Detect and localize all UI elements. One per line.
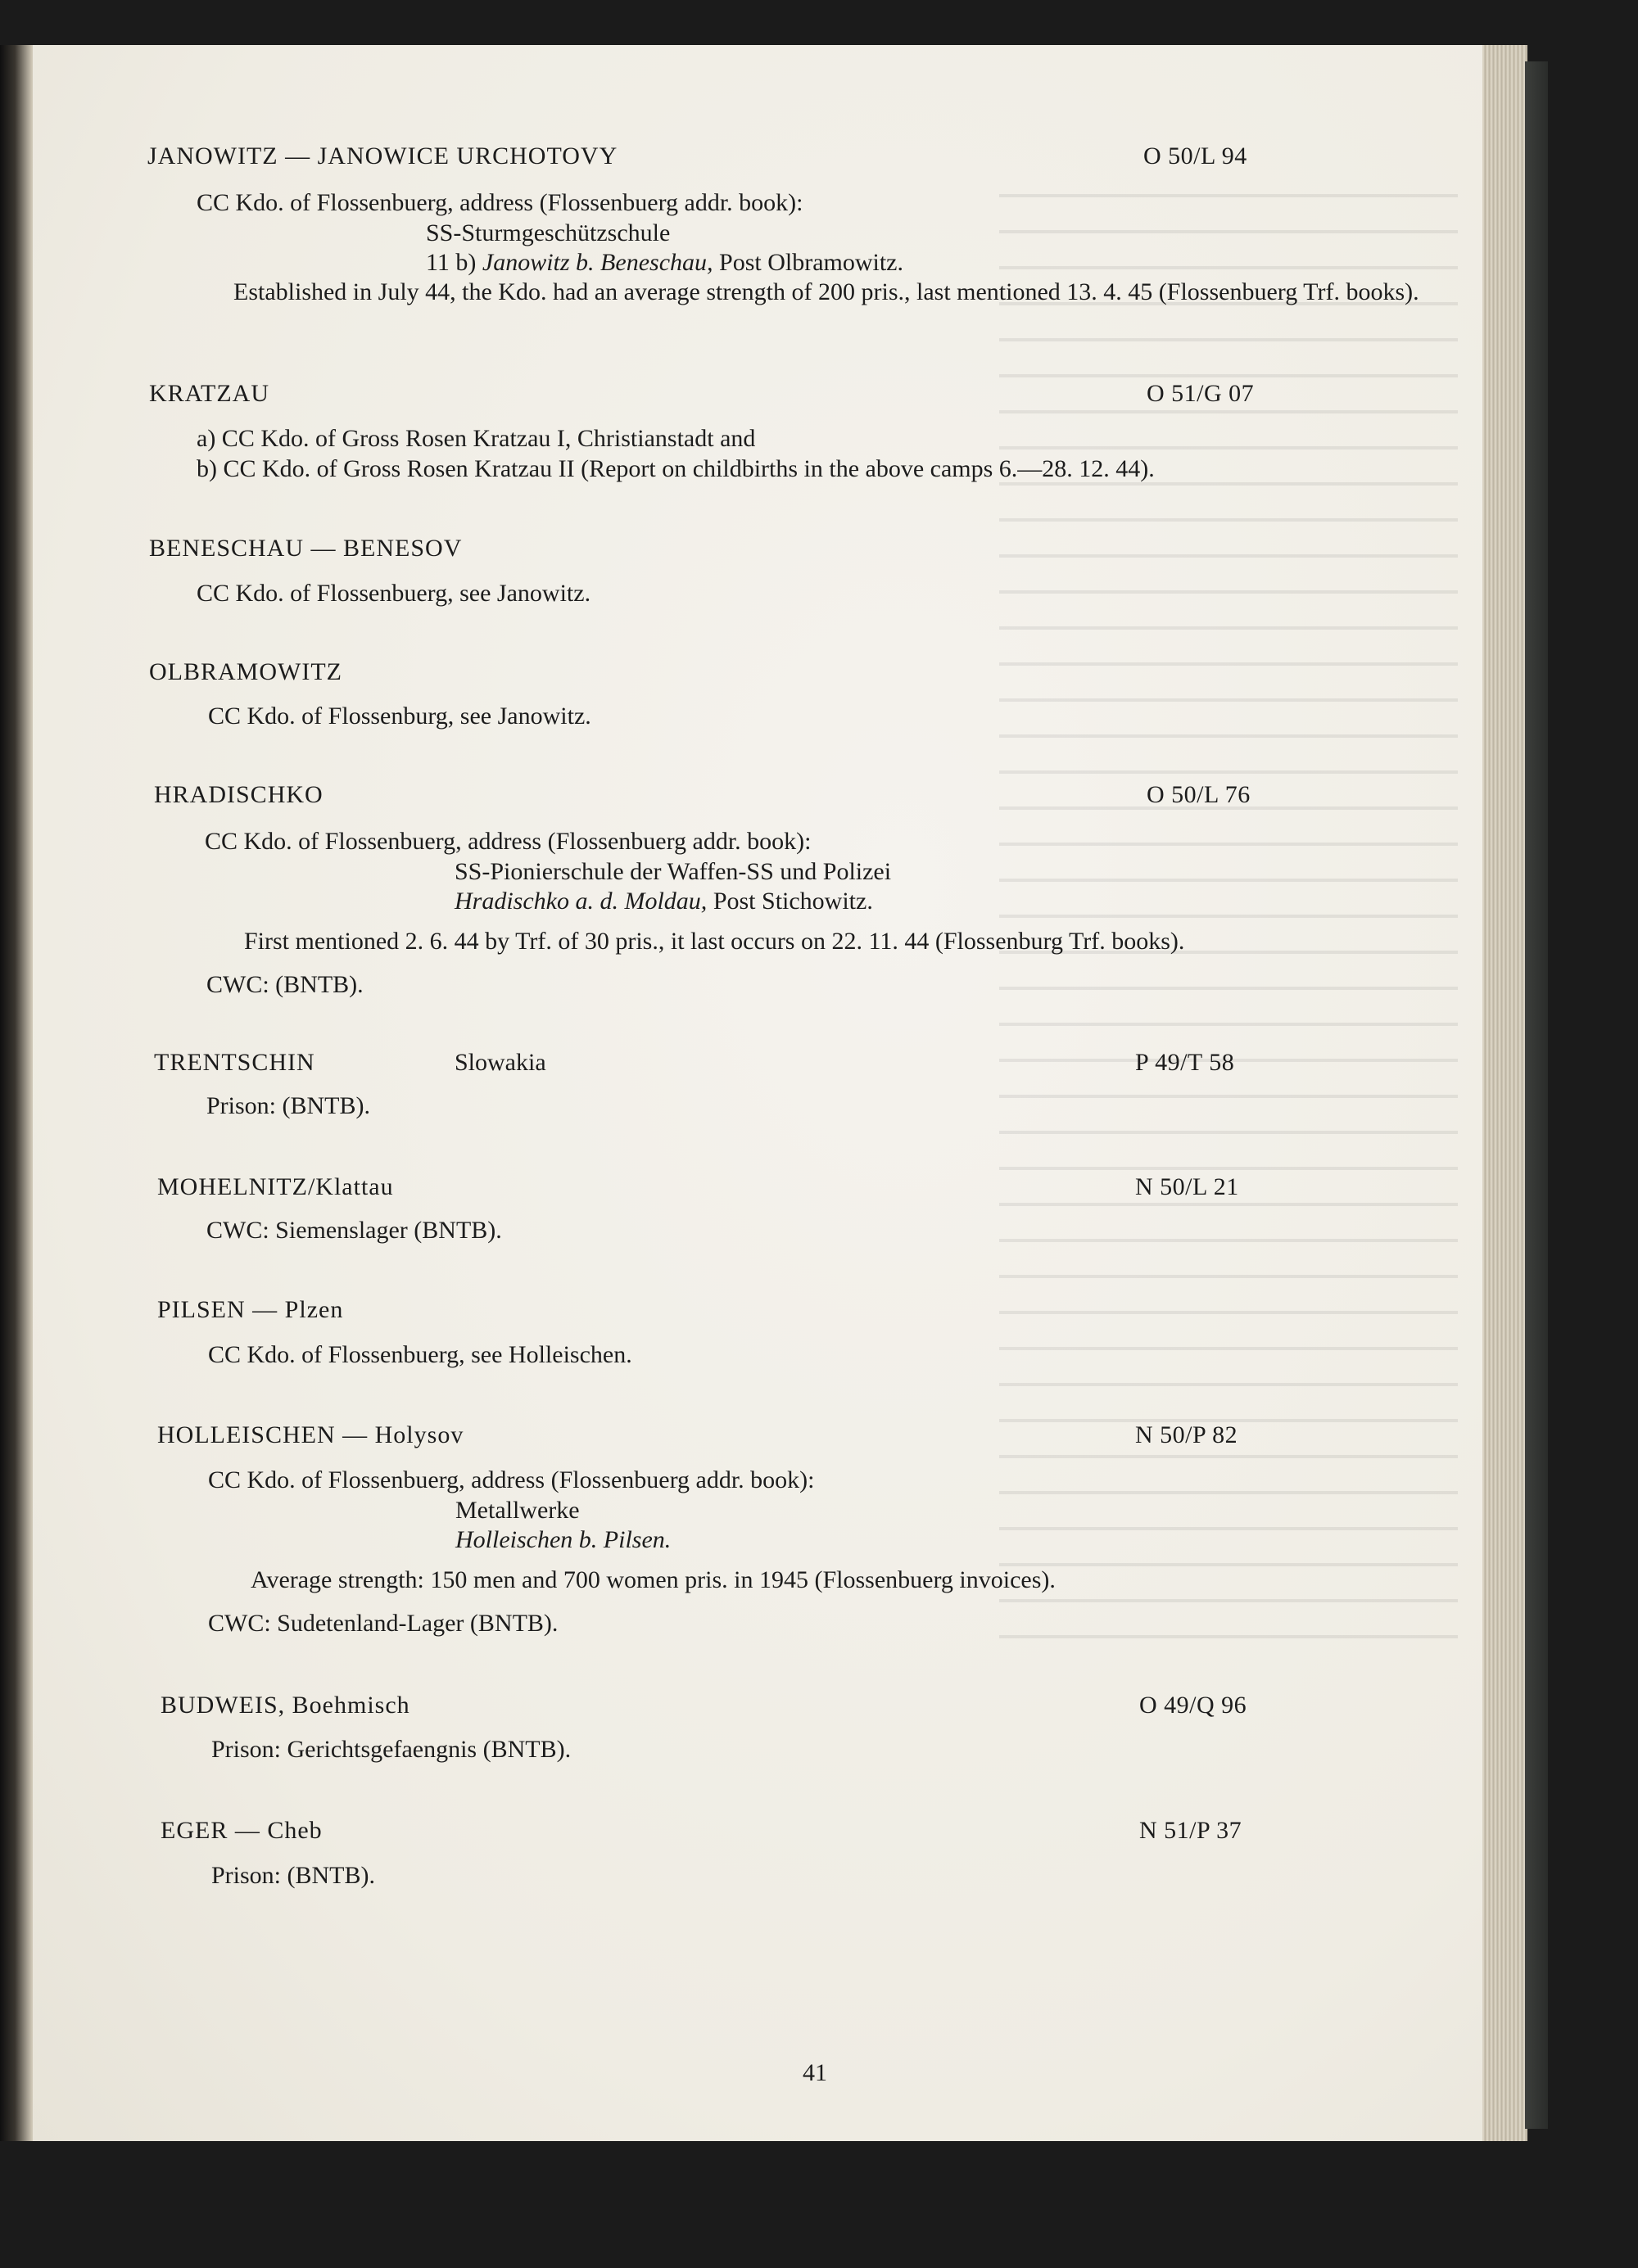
entry-heading-janowitz: JANOWITZ — JANOWICE URCHOTOVY xyxy=(147,142,618,169)
entry-text: CC Kdo. of Flossenbuerg, see Holleischen. xyxy=(208,1341,632,1368)
map-reference-janowitz: O 50/L 94 xyxy=(1143,142,1247,169)
entry-heading-trentschin: TRENTSCHIN xyxy=(154,1049,315,1076)
entry-text: SS-Sturmgeschützschule xyxy=(426,219,671,246)
entry-text: Prison: Gerichtsgefaengnis (BNTB). xyxy=(211,1736,572,1763)
entry-text: CC Kdo. of Flossenbuerg, address (Flossenbuerg addr. book): xyxy=(208,1466,815,1493)
entry-address xyxy=(455,887,873,916)
entry-text: Metallwerke xyxy=(455,1497,580,1524)
entry-heading-budweis: BUDWEIS, Boehmisch xyxy=(161,1692,410,1719)
map-reference-budweis: O 49/Q 96 xyxy=(1139,1692,1247,1719)
page-stack-edge xyxy=(1478,45,1527,2141)
entry-text-italic: Hradischko a. d. Moldau, xyxy=(455,888,708,915)
map-reference-trentschin: P 49/T 58 xyxy=(1135,1049,1235,1076)
page-number: 41 xyxy=(803,2059,827,2086)
entry-text-italic: Janowitz b. Beneschau, xyxy=(482,249,713,276)
entry-heading-pilsen: PILSEN — Plzen xyxy=(157,1296,344,1323)
entry-text: Post Olbramowitz. xyxy=(719,249,904,276)
entry-text: CWC: (BNTB). xyxy=(206,971,364,998)
book-cover-edge xyxy=(1525,61,1548,2129)
entry-address xyxy=(426,248,903,278)
entry-text-italic: Holleischen b. Pilsen. xyxy=(455,1526,672,1553)
entry-text: 11 b) xyxy=(426,249,477,276)
entry-text: CC Kdo. of Flossenbuerg, address (Flossenbuerg addr. book): xyxy=(197,189,803,216)
entry-heading-hradischko: HRADISCHKO xyxy=(154,781,324,808)
entry-text: CWC: Siemenslager (BNTB). xyxy=(206,1217,502,1244)
map-reference-eger: N 51/P 37 xyxy=(1139,1817,1242,1844)
entry-text: CC Kdo. of Flossenbuerg, address (Flossenbuerg addr. book): xyxy=(205,828,812,855)
entry-text: b) CC Kdo. of Gross Rosen Kratzau II (Report on childbirths in the above camps 6.—28. 12. 44). xyxy=(197,455,1155,482)
entry-text: CWC: Sudetenland-Lager (BNTB). xyxy=(208,1610,559,1637)
entry-text: CC Kdo. of Flossenburg, see Janowitz. xyxy=(208,703,591,730)
entry-text: Established in July 44, the Kdo. had an average strength of 200 pris., last mentioned 13. 4. 45 (Flossenbuerg Trf. books). xyxy=(233,278,1419,305)
map-reference-holleischen: N 50/P 82 xyxy=(1135,1421,1238,1448)
entry-text: Average strength: 150 men and 700 women pris. in 1945 (Flossenbuerg invoices). xyxy=(251,1566,1056,1593)
entry-text: Prison: (BNTB). xyxy=(206,1092,371,1119)
entry-text: SS-Pionierschule der Waffen-SS und Polizei xyxy=(455,858,892,885)
entry-heading-mohelnitz: MOHELNITZ/Klattau xyxy=(157,1173,394,1200)
map-reference-hradischko: O 50/L 76 xyxy=(1147,781,1251,808)
entry-heading-kratzau: KRATZAU xyxy=(149,380,269,407)
entry-text: First mentioned 2. 6. 44 by Trf. of 30 pris., it last occurs on 22. 11. 44 (Flossenburg Trf. books). xyxy=(244,928,1185,955)
book-page xyxy=(33,45,1482,2141)
entry-heading-eger: EGER — Cheb xyxy=(161,1817,323,1844)
entry-heading-olbramowitz: OLBRAMOWITZ xyxy=(149,658,342,685)
map-reference-kratzau: O 51/G 07 xyxy=(1147,380,1255,407)
entry-text: a) CC Kdo. of Gross Rosen Kratzau I, Christianstadt and xyxy=(197,425,756,452)
entry-subheading-trentschin: Slowakia xyxy=(455,1049,546,1076)
entry-text: CC Kdo. of Flossenbuerg, see Janowitz. xyxy=(197,580,591,607)
map-reference-mohelnitz: N 50/L 21 xyxy=(1135,1173,1239,1200)
entry-heading-beneschau: BENESCHAU — BENESOV xyxy=(149,535,463,562)
entry-text: Prison: (BNTB). xyxy=(211,1862,376,1889)
entry-text: Post Stichowitz. xyxy=(713,888,873,915)
entry-heading-holleischen: HOLLEISCHEN — Holysov xyxy=(157,1421,464,1448)
